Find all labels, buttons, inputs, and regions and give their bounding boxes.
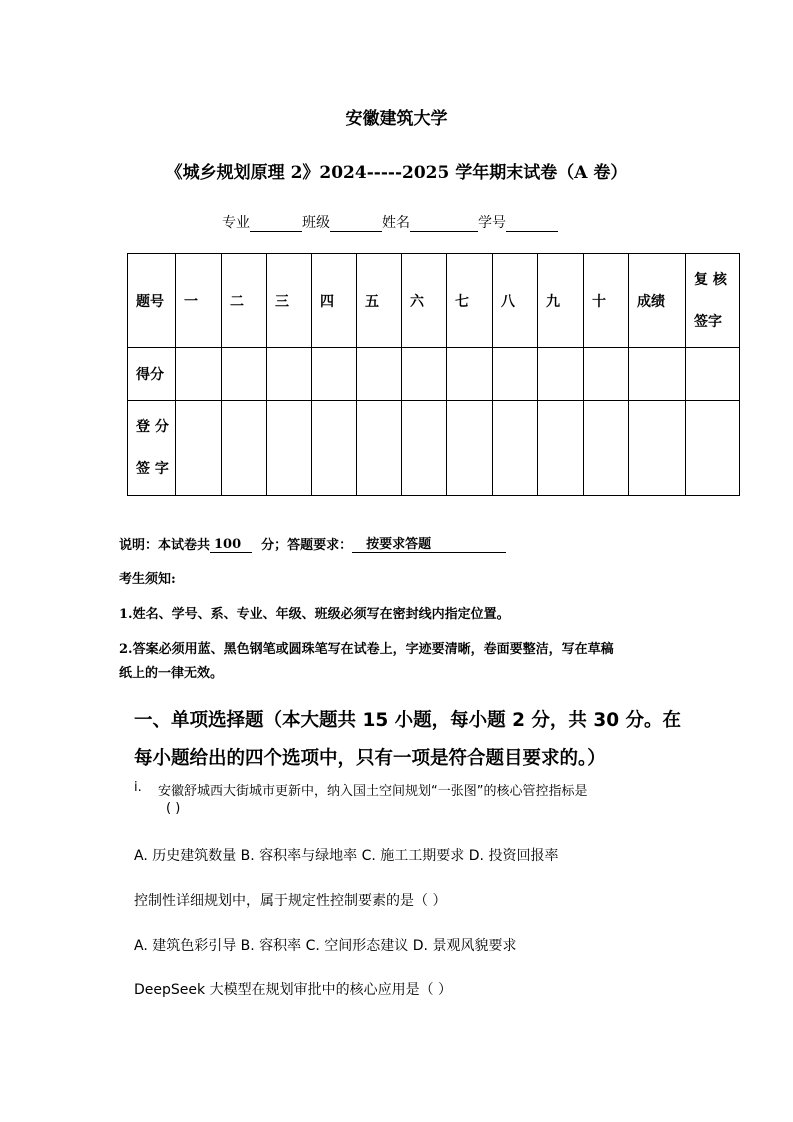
exam-description xyxy=(119,533,506,553)
question-2-options: A. 建筑色彩引导 B. 容积率 C. 空间形态建议 D. 景观风貌要求 xyxy=(134,938,517,954)
signature-cell[interactable] xyxy=(267,401,312,496)
signature-cell[interactable] xyxy=(447,401,493,496)
score-cell[interactable] xyxy=(312,348,357,401)
question-1-blank: ( ) xyxy=(166,801,181,816)
answer-requirement: 按要求答题 xyxy=(352,533,506,553)
signature-cell[interactable] xyxy=(312,401,357,496)
desc-mid: 分；答题要求： xyxy=(261,538,353,553)
score-cell[interactable] xyxy=(176,348,222,401)
header-cell: 三 xyxy=(267,254,312,348)
header-cell: 题号 xyxy=(128,254,176,348)
header-cell-review xyxy=(686,254,740,348)
student-info-line xyxy=(222,212,558,232)
question-1-options: A. 历史建筑数量 B. 容积率与绿地率 C. 施工工期要求 D. 投资回报率 xyxy=(134,848,559,864)
signature-cell[interactable] xyxy=(222,401,267,496)
question-2-text: 控制性详细规划中，属于规定性控制要素的是（ ） xyxy=(134,893,447,909)
id-field[interactable] xyxy=(506,215,558,232)
score-cell[interactable] xyxy=(267,348,312,401)
header-cell: 一 xyxy=(176,254,222,348)
score-row-label: 得分 xyxy=(128,348,176,401)
name-field[interactable] xyxy=(410,215,478,232)
class-label: 班级 xyxy=(302,215,330,231)
score-cell[interactable] xyxy=(686,348,740,401)
rule-2-line-1: 2.答案必须用蓝、黑色钢笔或圆珠笔写在试卷上，字迹要清晰，卷面要整洁，写在草稿 xyxy=(119,642,614,657)
question-3-text: DeepSeek 大模型在规划审批中的核心应用是（ ） xyxy=(134,982,453,998)
score-cell[interactable] xyxy=(538,348,584,401)
score-cell[interactable] xyxy=(402,348,447,401)
header-cell: 九 xyxy=(538,254,584,348)
score-cell[interactable] xyxy=(493,348,538,401)
header-cell: 七 xyxy=(447,254,493,348)
section-1-heading-line-2: 每小题给出的四个选项中，只有一项是符合题目要求的。） xyxy=(134,748,606,769)
table-header-row xyxy=(128,254,740,348)
score-cell[interactable] xyxy=(357,348,402,401)
signature-cell[interactable] xyxy=(176,401,222,496)
signature-cell[interactable] xyxy=(629,401,686,496)
signature-row-label xyxy=(128,401,176,496)
section-1-heading-line-1: 一、单项选择题（本大题共 15 小题，每小题 2 分，共 30 分。在 xyxy=(134,710,682,731)
header-cell: 五 xyxy=(357,254,402,348)
signature-cell[interactable] xyxy=(357,401,402,496)
signature-cell[interactable] xyxy=(686,401,740,496)
header-cell: 六 xyxy=(402,254,447,348)
score-cell[interactable] xyxy=(584,348,629,401)
register-label: 登 分 xyxy=(136,419,169,435)
signature-row xyxy=(128,401,740,496)
header-cell: 成绩 xyxy=(629,254,686,348)
score-table xyxy=(127,253,740,496)
id-label: 学号 xyxy=(478,215,506,231)
review-label: 复 核 xyxy=(694,271,727,288)
signature-cell[interactable] xyxy=(493,401,538,496)
signature-cell[interactable] xyxy=(584,401,629,496)
score-cell[interactable] xyxy=(222,348,267,401)
total-score: 100 xyxy=(210,537,252,553)
sign-label: 签字 xyxy=(694,313,722,330)
signature-cell[interactable] xyxy=(402,401,447,496)
university-title: 安徽建筑大学 xyxy=(345,109,448,129)
desc-prefix: 说明：本试卷共 xyxy=(119,538,211,553)
major-field[interactable] xyxy=(250,215,302,232)
header-cell: 十 xyxy=(584,254,629,348)
signature-cell[interactable] xyxy=(538,401,584,496)
name-label: 姓名 xyxy=(382,215,410,231)
question-1-text: 安徽舒城西大街城市更新中，纳入国土空间规划“一张图”的核心管控指标是 xyxy=(158,784,588,799)
question-1-number: i. xyxy=(134,780,142,795)
score-cell[interactable] xyxy=(629,348,686,401)
score-cell[interactable] xyxy=(447,348,493,401)
exam-title: 《城乡规划原理 2》2024-----2025 学年期末试卷（A 卷） xyxy=(165,163,628,183)
score-row xyxy=(128,348,740,401)
header-cell: 二 xyxy=(222,254,267,348)
sign-label: 签 字 xyxy=(136,461,169,477)
class-field[interactable] xyxy=(330,215,382,232)
rule-2-line-2: 纸上的一律无效。 xyxy=(119,666,224,681)
notice-title: 考生须知: xyxy=(119,572,176,587)
rule-1: 1.姓名、学号、系、专业、年级、班级必须写在密封线内指定位置。 xyxy=(119,607,510,622)
major-label: 专业 xyxy=(222,215,250,231)
header-cell: 四 xyxy=(312,254,357,348)
header-cell: 八 xyxy=(493,254,538,348)
